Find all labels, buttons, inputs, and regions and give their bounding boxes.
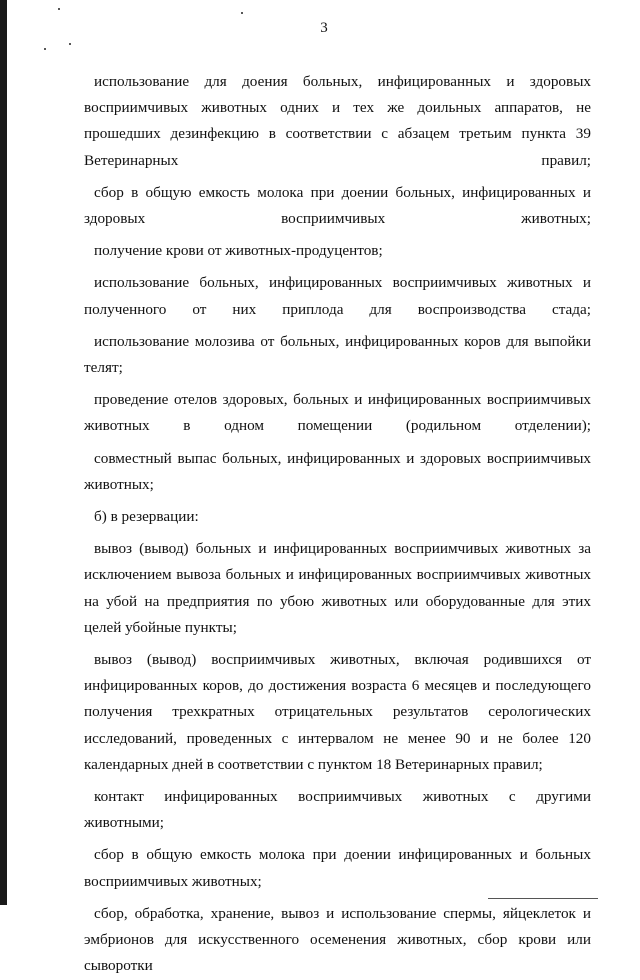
scan-speck: [69, 43, 71, 45]
paragraph: сбор в общую емкость молока при доении инфицированных и больных восприимчивых животных;: [84, 846, 591, 890]
paragraph: сбор, обработка, хранение, вывоз и использование спермы, яйцеклеток и эмбрионов для искусственного осеменения животных, сбор крови или сыворотки: [84, 904, 591, 975]
paragraph: получение крови от животных-продуцентов;: [94, 242, 383, 260]
page-number: 3: [320, 20, 328, 36]
paragraph: использование для доения больных, инфицированных и здоровых восприимчивых животных одних и тех же доильных аппаратов, не прошедших дезинфекцию в соответствии с абзацем третьим пункта 39 Ветеринарных правил;: [84, 73, 591, 169]
paragraph: контакт инфицированных восприимчивых животных с другими животными;: [84, 788, 591, 832]
paragraph: совместный выпас больных, инфицированных и здоровых восприимчивых животных;: [84, 449, 591, 493]
paragraph: вывоз (вывод) восприимчивых животных, включая родившихся от инфицированных коров, до достижения возраста 6 месяцев и последующего получения трехкратных отрицательных результатов серологических исследований, проведенных с интервалом не менее 90 и не более 120 календарных дней в соответствии с пунктом 18 Ветеринарных правил;: [84, 651, 591, 773]
scan-speck: [44, 48, 46, 50]
scan-edge-shadow: [0, 0, 7, 905]
document-body: [84, 69, 591, 980]
paragraph: использование молозива от больных, инфицированных коров для выпойки телят;: [84, 332, 591, 377]
scan-speck: [58, 8, 60, 10]
paragraph: б) в резервации:: [94, 508, 199, 526]
paragraph: проведение отелов здоровых, больных и инфицированных восприимчивых животных в одном помещении (родильном отделении);: [84, 391, 591, 435]
scan-speck: [241, 12, 243, 14]
scan-bottom-line: [488, 898, 598, 899]
paragraph: вывоз (вывод) больных и инфицированных восприимчивых животных за исключением вывоза больных и инфицированных восприимчивых животных на убой на предприятия по убою животных или оборудованные для этих целей убойные пункты;: [84, 540, 591, 636]
paragraph: использование больных, инфицированных восприимчивых животных и полученного от них приплода для воспроизводства стада;: [84, 274, 591, 318]
paragraph: сбор в общую емкость молока при доении больных, инфицированных и здоровых восприимчивых животных;: [84, 183, 591, 228]
